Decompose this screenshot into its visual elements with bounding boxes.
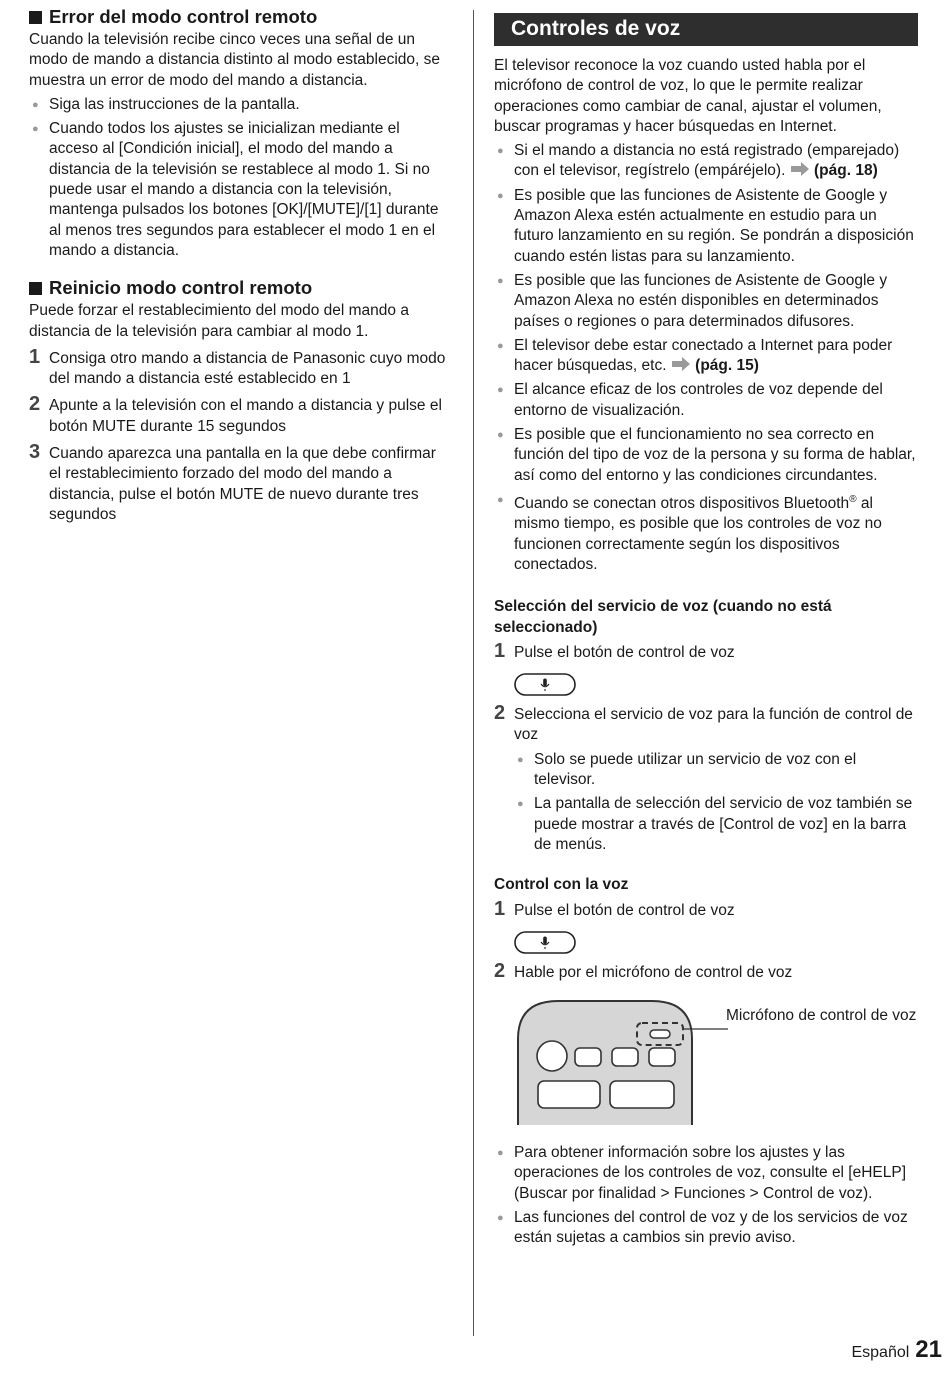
voice-control-button-icon <box>514 673 576 696</box>
voice-intro: El televisor reconoce la voz cuando usted habla por el micrófono de control de voz, lo que le permite realizar operaciones como cambiar de canal, ajustar el volumen, buscar programas y hacer búsquedas en Internet. <box>494 57 882 135</box>
list-item: ● El televisor debe estar conectado a Internet para poder hacer búsquedas, etc. (pág. 15) <box>494 336 918 377</box>
reset-mode-intro: Puede forzar el restablecimiento del modo del mando a distancia de la televisión para cambiar al modo 1. <box>29 302 409 340</box>
step-item: 2 Selecciona el servicio de voz para la función de control de voz ● Solo se puede utilizar un servicio de voz con el televisor. ● La pantalla de selección del servicio de voz también se puede mostrar a través de [Control de voz] en la barra de menús. <box>494 705 918 855</box>
left-column <box>29 0 451 525</box>
list-item: ● Es posible que las funciones de Asistente de Google y Amazon Alexa estén actualmente en estudio para un futuro lanzamiento en su región. Se pondrán a disposición cuando estén listas para su lanzamiento. <box>494 186 918 267</box>
step-item: 2 Apunte a la televisión con el mando a distancia y pulse el botón MUTE durante 15 segundos <box>29 393 442 435</box>
step-number: 2 <box>494 702 506 725</box>
page-number: 21 <box>915 1336 942 1363</box>
step-item: 2 Hable por el micrófono de control de voz <box>494 959 793 982</box>
list-item: ● Las funciones del control de voz y de los servicios de voz están sujetas a cambios sin previo aviso. <box>494 1208 918 1249</box>
selection-steps-cont <box>494 702 918 855</box>
list-item: ● Es posible que el funcionamiento no sea correcto en función del tipo de voz de la persona y su forma de hablar, así como del entorno y las condiciones circundantes. <box>494 425 918 486</box>
list-item: ● La pantalla de selección del servicio de voz también se puede mostrar a través de [Control de voz] en la barra de menús. <box>514 794 918 855</box>
column-divider <box>473 10 474 1336</box>
step-number: 2 <box>29 393 41 416</box>
control-steps-cont <box>494 959 918 983</box>
step-number: 3 <box>29 441 41 464</box>
square-bullet-icon <box>29 282 42 295</box>
step-sub-bullets <box>514 750 918 855</box>
right-column <box>494 0 918 1249</box>
list-item: ● El alcance eficaz de los controles de voz depende del entorno de visualización. <box>494 380 918 421</box>
list-item: ● Es posible que las funciones de Asistente de Google y Amazon Alexa no estén disponibles en determinados países o regiones o para determinados difusores. <box>494 271 918 332</box>
step-number: 2 <box>494 959 506 982</box>
list-item: ● Cuando se conectan otros dispositivos Bluetooth® al mismo tiempo, es posible que los controles de voz no funcionen correctamente según los dispositivos conectados. <box>494 490 918 575</box>
arrow-right-icon <box>790 162 810 176</box>
list-item: ● Siga las instrucciones de la pantalla. <box>29 95 451 115</box>
page-reference-link[interactable]: (pág. 15) <box>671 357 759 374</box>
voice-control-heading: Control con la voz <box>494 876 629 894</box>
page-reference-link[interactable]: (pág. 18) <box>790 162 878 179</box>
error-mode-intro: Cuando la televisión recibe cinco veces una señal de un modo de mando a distancia distinto al modo establecido, se muestra un error de modo del mando a distancia. <box>29 31 440 89</box>
square-bullet-icon <box>29 11 42 24</box>
section-title-bar: Controles de voz <box>494 13 918 46</box>
remote-control-icon <box>516 995 751 1125</box>
step-item: 1 Consiga otro mando a distancia de Panasonic cuyo modo del mando a distancia esté establecido en 1 <box>29 345 446 388</box>
step-number: 1 <box>494 897 506 920</box>
selection-steps <box>494 639 918 663</box>
step-number: 1 <box>29 345 41 368</box>
reset-mode-heading: Reinicio modo control remoto <box>29 277 451 299</box>
step-item: 3 Cuando aparezca una pantalla en la que debe confirmar el restablecimiento forzado del modo del mando a distancia, pulse el botón MUTE de nuevo durante tres segundos <box>29 441 436 523</box>
voice-service-selection-heading: Selección del servicio de voz (cuando no está seleccionado) <box>494 598 832 636</box>
step-item: 1 Pulse el botón de control de voz <box>494 639 735 662</box>
arrow-right-icon <box>671 357 691 371</box>
control-steps <box>494 897 918 921</box>
final-bullets <box>494 1143 918 1248</box>
list-item: ● Cuando todos los ajustes se inicializan mediante el acceso al [Condición inicial], el modo del mando a distancia de la televisión se restablece al modo 1. Si no puede usar el mando a distancia con la televisión, mantenga pulsados los botones [OK]/[MUTE]/[1] durante al menos tres segundos para establecer el modo 1 en el mando a distancia. <box>29 119 451 261</box>
list-item: ● Solo se puede utilizar un servicio de voz con el televisor. <box>514 750 918 791</box>
page-footer <box>851 1336 942 1364</box>
reset-mode-steps <box>29 345 451 525</box>
list-item: ● Para obtener información sobre los ajustes y las operaciones de los controles de voz, consulte el [eHELP] (Buscar por finalidad > Funciones > Control de voz). <box>494 1143 918 1204</box>
language-label: Español <box>851 1344 910 1361</box>
microphone-callout-label: Micrófono de control de voz <box>726 1007 917 1025</box>
list-item: ● Si el mando a distancia no está registrado (emparejado) con el televisor, regístrelo (empáréjelo). (pág. 18) <box>494 141 918 182</box>
step-number: 1 <box>494 639 506 662</box>
remote-illustration <box>494 995 918 1125</box>
voice-bullets <box>494 141 918 575</box>
error-mode-bullets <box>29 95 451 261</box>
error-mode-heading: Error del modo control remoto <box>29 6 451 28</box>
voice-control-button-icon <box>514 931 576 954</box>
step-item: 1 Pulse el botón de control de voz <box>494 897 735 920</box>
